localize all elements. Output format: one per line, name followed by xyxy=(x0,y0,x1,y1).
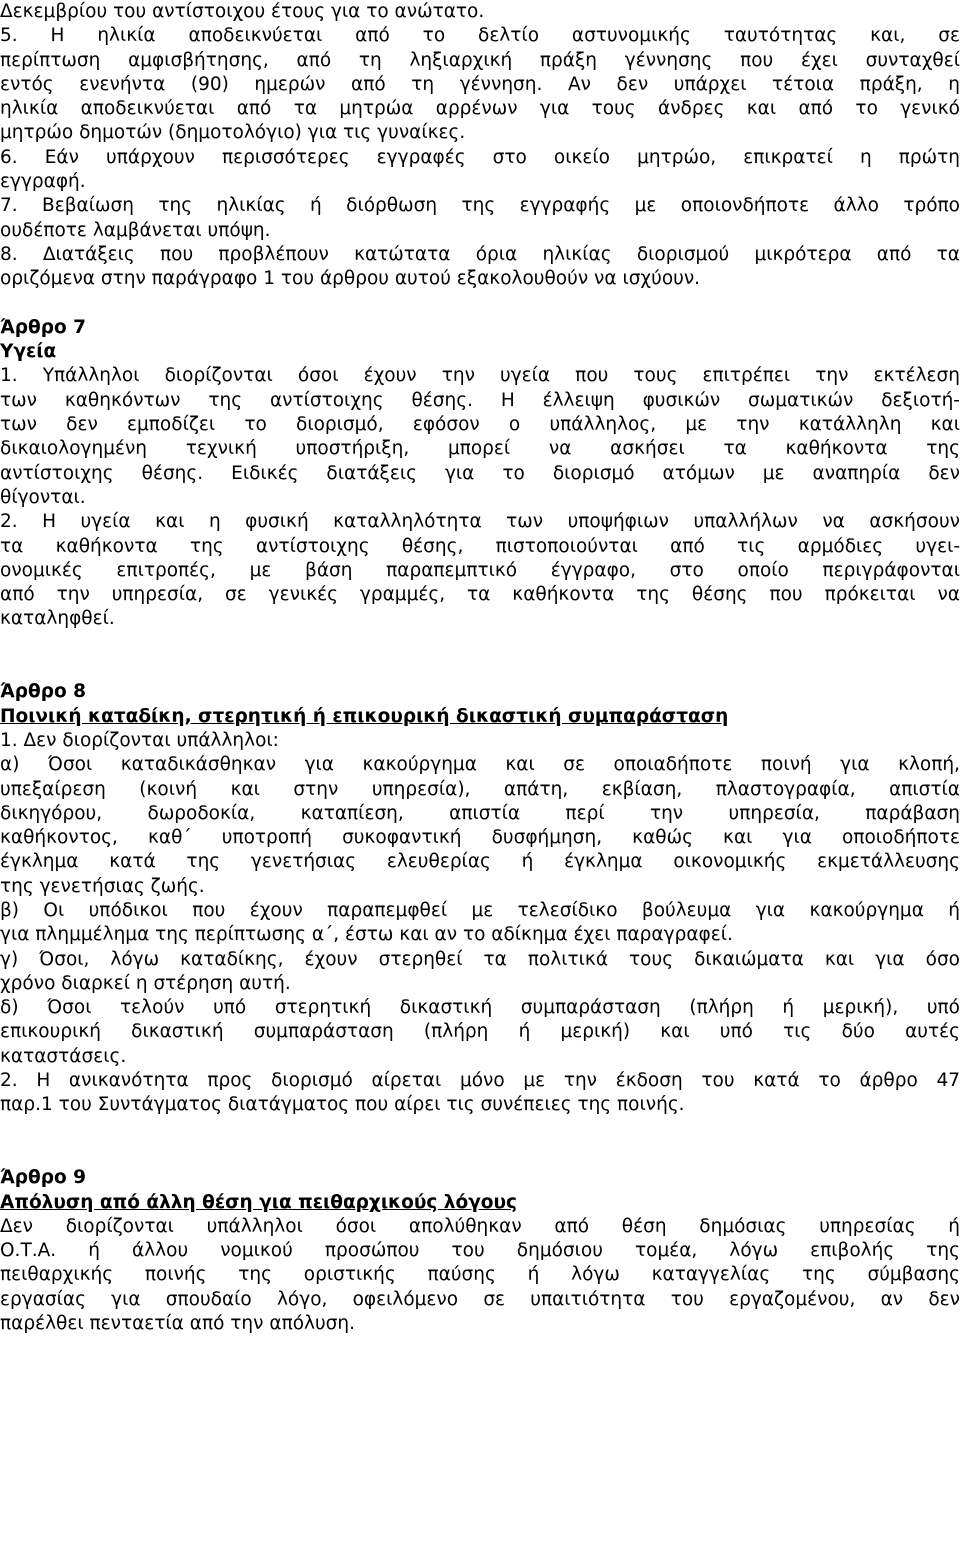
article-heading: Άρθρο 8 xyxy=(0,681,86,703)
text-line: γ) Όσοι, λόγω καταδίκης, έχουν στερηθεί τα πολιτικά τους δικαιώματα και για όσο xyxy=(0,948,960,970)
blank-line xyxy=(0,632,960,656)
text-line: από την υπηρεσία, σε γενικές γραμμές, τα καθήκοντα της θέσης που πρόκειται να xyxy=(0,584,960,606)
text-line: μητρώο δημοτών (δημοτολόγιο) για τις γυναίκες. xyxy=(0,122,466,144)
text-line: δικηγόρου, δωροδοκία, καταπίεση, απιστία περί την υπηρεσία, παράβαση xyxy=(0,802,960,824)
text-line: 1. Υπάλληλοι διορίζονται όσοι έχουν την υγεία που τους επιτρέπει την εκτέλεση xyxy=(0,365,960,387)
text-line: 2. Η υγεία και η φυσική καταλληλότητα των υποψήφιων υπαλλήλων να ασκήσουν xyxy=(0,511,960,533)
text-line: πειθαρχικής ποινής της οριστικής παύσης ή λόγω καταγγελίας της σύμβασης xyxy=(0,1264,960,1286)
article-heading: Άρθρο 9 xyxy=(0,1167,86,1189)
article-heading: Απόλυση από άλλη θέση για πειθαρχικούς λόγους xyxy=(0,1191,517,1213)
blank-line xyxy=(0,292,960,316)
text-line: περίπτωση αμφισβήτησης, από τη ληξιαρχική πράξη γέννησης που έχει συνταχθεί xyxy=(0,49,960,71)
text-line: αντίστοιχης θέσης. Ειδικές διατάξεις για το διορισμό ατόμων με αναπηρία δεν xyxy=(0,462,960,484)
text-line: ονομικές επιτροπές, με βάση παραπεμπτικό έγγραφο, στο οποίο περιγράφονται xyxy=(0,559,960,581)
text-line: έγκλημα κατά της γενετήσιας ελευθερίας ή έγκλημα οικονομικής εκμετάλλευσης xyxy=(0,851,960,873)
text-line: εντός ενενήντα (90) ημερών από τη γέννηση. Αν δεν υπάρχει τέτοια πράξη, η xyxy=(0,73,960,95)
text-line: υπεξαίρεση (κοινή και στην υπηρεσία), απάτη, εκβίαση, πλαστογραφία, απιστία xyxy=(0,778,960,800)
blank-line xyxy=(0,1142,960,1166)
text-line: παρ.1 του Συντάγματος διατάγματος που αίρει τις συνέπειες της ποινής. xyxy=(0,1094,685,1116)
text-line: 7. Βεβαίωση της ηλικίας ή διόρθωση της εγγραφής με οποιονδήποτε άλλο τρόπο xyxy=(0,195,960,217)
text-line: καταληφθεί. xyxy=(0,608,115,630)
text-line: β) Οι υπόδικοι που έχουν παραπεμφθεί με τελεσίδικο βούλευμα για κακούργημα ή xyxy=(0,899,960,921)
text-line: 2. Η ανικανότητα προς διορισμό αίρεται μόνο με την έκδοση του κατά το άρθρο 47 xyxy=(0,1070,960,1092)
text-line: επικουρική δικαστική συμπαράσταση (πλήρη ή μερική) και υπό τις δύο αυτές xyxy=(0,1021,960,1043)
blank-line xyxy=(0,656,960,680)
text-line: Ο.Τ.Α. ή άλλου νομικού προσώπου του δημόσιου τομέα, λόγω επιβολής της xyxy=(0,1240,960,1262)
text-line: της γενετήσιας ζωής. xyxy=(0,875,205,897)
text-line: εργασίας για σπουδαίο λόγο, οφειλόμενο σε υπαιτιότητα του εργαζομένου, αν δεν xyxy=(0,1288,960,1310)
text-line: παρέλθει πενταετία από την απόλυση. xyxy=(0,1313,356,1335)
text-line: ηλικία αποδεικνύεται από τα μητρώα αρρένων για τους άνδρες και από το γενικό xyxy=(0,98,960,120)
article-heading: Υγεία xyxy=(0,341,57,363)
text-line: ουδέποτε λαμβάνεται υπόψη. xyxy=(0,219,271,241)
article-heading: Άρθρο 7 xyxy=(0,316,86,338)
text-line: δικαιολογημένη τεχνική υποστήριξη, μπορεί να ασκήσει τα καθήκοντα της xyxy=(0,438,960,460)
blank-line xyxy=(0,1118,960,1142)
text-line: 1. Δεν διορίζονται υπάλληλοι: xyxy=(0,729,279,751)
text-line: καθήκοντος, καθ΄ υποτροπή συκοφαντική δυσφήμηση, καθώς και για οποιοδήποτε xyxy=(0,827,960,849)
text-line: των καθηκόντων της αντίστοιχης θέσης. Η έλλειψη φυσικών σωματικών δεξιοτή- xyxy=(0,389,960,411)
text-line: 5. Η ηλικία αποδεικνύεται από το δελτίο αστυνομικής ταυτότητας και, σε xyxy=(0,25,960,47)
text-line: Δεκεμβρίου του αντίστοιχου έτους για το ανώτατο. xyxy=(0,1,485,22)
text-line: δ) Όσοι τελούν υπό στερητική δικαστική συμπαράσταση (πλήρη ή μερική), υπό xyxy=(0,997,960,1019)
text-line: 8. Διατάξεις που προβλέπουν κατώτατα όρια ηλικίας διορισμού μικρότερα από τα xyxy=(0,243,960,265)
text-line: εγγραφή. xyxy=(0,171,86,193)
text-line: οριζόμενα στην παράγραφο 1 του άρθρου αυτού εξακολουθούν να ισχύουν. xyxy=(0,268,701,290)
text-line: τα καθήκοντα της αντίστοιχης θέσης, πιστοποιούνται από τις αρμόδιες υγει- xyxy=(0,535,960,557)
text-line: καταστάσεις. xyxy=(0,1045,127,1067)
text-line: α) Όσοι καταδικάσθηκαν για κακούργημα και σε οποιαδήποτε ποινή για κλοπή, xyxy=(0,754,960,776)
text-line: θίγονται. xyxy=(0,486,86,508)
text-line: για πλημμέλημα της περίπτωσης α΄, έστω και αν το αδίκημα έχει παραγραφεί. xyxy=(0,924,733,946)
article-heading: Ποινική καταδίκη, στερητική ή επικουρική δικαστική συμπαράσταση xyxy=(0,705,729,727)
text-line: Δεν διορίζονται υπάλληλοι όσοι απολύθηκαν από θέση δημόσιας υπηρεσίας ή xyxy=(0,1215,960,1237)
text-line: 6. Εάν υπάρχουν περισσότερες εγγραφές στο οικείο μητρώο, επικρατεί η πρώτη xyxy=(0,146,960,168)
text-line: των δεν εμποδίζει το διορισμό, εφόσον ο υπάλληλος, με την κατάλληλη και xyxy=(0,414,960,436)
text-line: χρόνο διαρκεί η στέρηση αυτή. xyxy=(0,972,291,994)
